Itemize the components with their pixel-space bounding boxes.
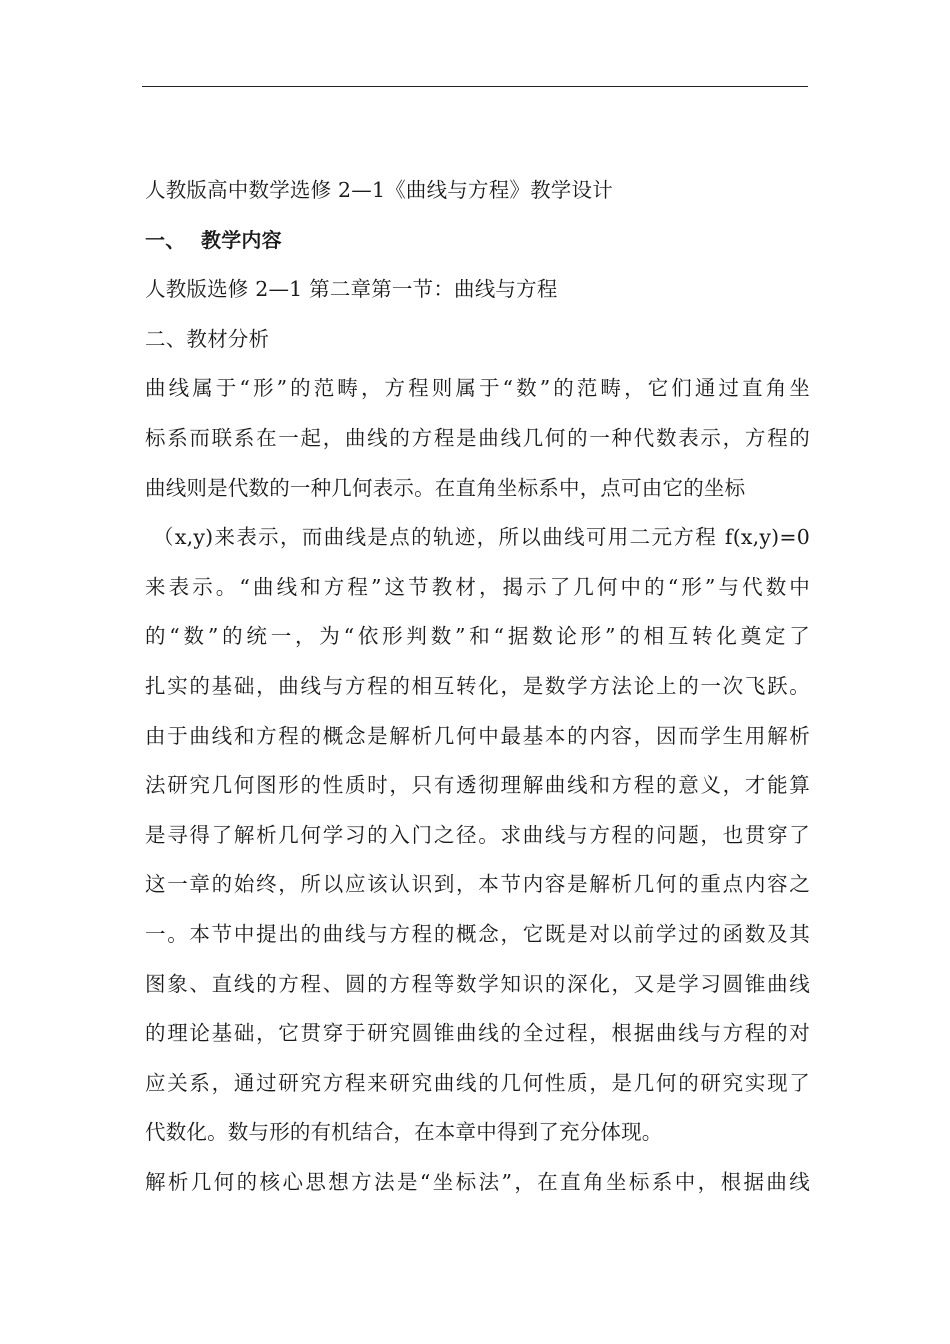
paragraph-line: 一。本节中提出的曲线与方程的概念，它既是对以前学过的函数及其 bbox=[145, 921, 810, 946]
paragraph-line: 由于曲线和方程的概念是解析几何中最基本的内容，因而学生用解析 bbox=[145, 723, 810, 748]
paragraph-line: 扎实的基础，曲线与方程的相互转化，是数学方法论上的一次飞跃。 bbox=[145, 673, 810, 698]
header-rule bbox=[142, 86, 808, 87]
section-1-heading bbox=[145, 216, 810, 266]
paragraph-line: 解析几何的核心思想方法是“坐标法”，在直角坐标系中，根据曲线 bbox=[145, 1169, 810, 1194]
paragraph-line: 图象、直线的方程、圆的方程等数学知识的深化，又是学习圆锥曲线 bbox=[145, 971, 810, 996]
paragraph-line: 是寻得了解析几何学习的入门之径。求曲线与方程的问题，也贯穿了 bbox=[145, 822, 810, 847]
document-title: 人教版高中数学选修 2—1《曲线与方程》教学设计 bbox=[145, 178, 613, 202]
paragraph-line: 这一章的始终，所以应该认识到，本节内容是解析几何的重点内容之 bbox=[145, 872, 810, 897]
section-1-number: 一、 bbox=[145, 227, 186, 252]
paragraph-line: 的“数”的统一，为“依形判数”和“据数论形”的相互转化奠定了 bbox=[145, 624, 810, 649]
paragraph-line: 的理论基础，它贯穿于研究圆锥曲线的全过程，根据曲线与方程的对 bbox=[145, 1021, 810, 1046]
paragraph-line: 曲线则是代数的一种几何表示。在直角坐标系中，点可由它的坐标 bbox=[145, 475, 746, 500]
paragraph-line: 应关系，通过研究方程来研究曲线的几何性质，是几何的研究实现了 bbox=[145, 1070, 810, 1095]
paragraph-line: 曲线属于“形”的范畴，方程则属于“数”的范畴，它们通过直角坐 bbox=[145, 376, 810, 401]
paragraph-line: （x,y)来表示，而曲线是点的轨迹，所以曲线可用二元方程 f(x,y)=0 bbox=[153, 525, 810, 550]
section-1-body: 人教版选修 2—1 第二章第一节：曲线与方程 bbox=[145, 277, 558, 302]
paragraph-line: 代数化。数与形的有机结合，在本章中得到了充分体现。 bbox=[145, 1120, 663, 1145]
section-2-heading: 二、教材分析 bbox=[145, 326, 270, 351]
section-1-title: 教学内容 bbox=[201, 227, 282, 252]
document-body bbox=[145, 166, 810, 1207]
paragraph-line: 标系而联系在一起，曲线的方程是曲线几何的一种代数表示，方程的 bbox=[145, 425, 810, 450]
paragraph-line: 来表示。“曲线和方程”这节教材，揭示了几何中的“形”与代数中 bbox=[145, 574, 810, 599]
paragraph-line: 法研究几何图形的性质时，只有透彻理解曲线和方程的意义，才能算 bbox=[145, 773, 810, 798]
